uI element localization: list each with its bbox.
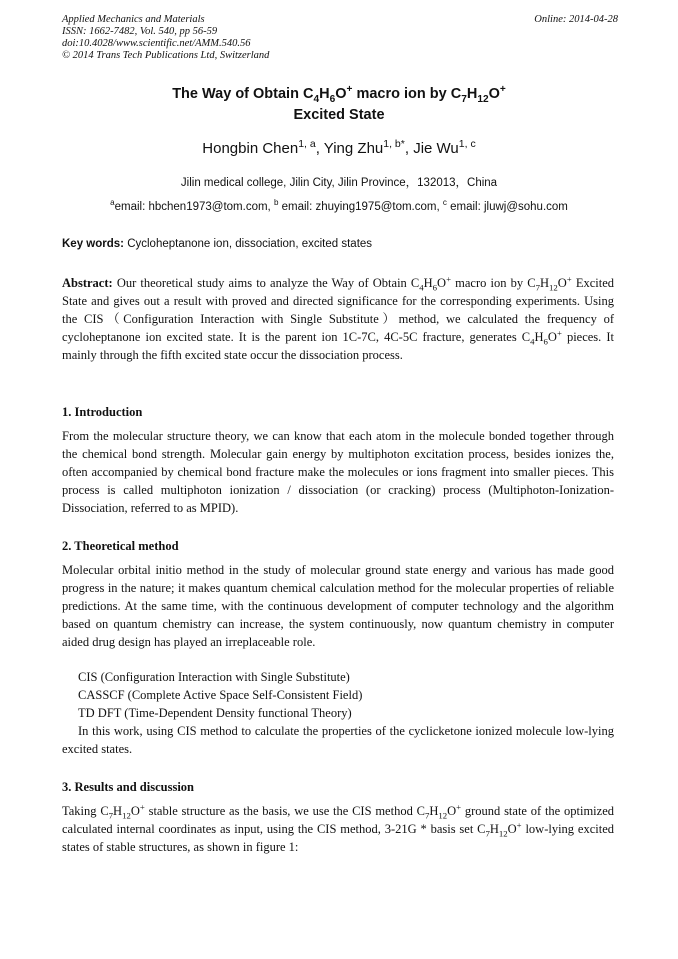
title-line-2: Excited State xyxy=(293,107,385,123)
theoretical-method-paragraph: Molecular orbital initio method in the study of molecular ground state energy and various has made good progress in the nature; it makes quantum chemical calculation method for the molecular properties of reliable predictions. At the same time, with the continuous development of computer technology and the algorithm based on quantum chemistry can increase, the system continuously, now quantum chemistry in computer aided drug design has played an irreplaceable role. xyxy=(62,563,614,649)
keywords-text: Cycloheptanone ion, dissociation, excited states xyxy=(124,238,373,250)
section-heading-results: 3. Results and discussion xyxy=(62,780,194,794)
journal-issn: ISSN: 1662-7482, Vol. 540, pp 56-59 xyxy=(62,26,218,37)
paper-title xyxy=(62,84,616,126)
keywords-label: Key words: xyxy=(62,238,124,250)
journal-copyright: © 2014 Trans Tech Publications Ltd, Switzerland xyxy=(62,50,270,61)
results-paragraph: Taking $C_7H_{12}O^+$ stable structure as the basis, we use the CIS method $C_7H_{12}O^+$ ground state of the optimized calculated internal coordinates as input, using the CIS method, 3-21G * basis set $C_7H_{12}O^+$ low-lying excited states of stable structures, as shown in figure 1: xyxy=(62,801,615,854)
journal-name: Applied Mechanics and Materials xyxy=(62,14,205,25)
method-item-cis: CIS (Configuration Interaction with Single Substitute) xyxy=(78,670,350,684)
keywords xyxy=(62,237,616,252)
author-list: Hongbin Chen$^{1, a}$, Ying Zhu$^{1, b*}$, Jie Wu$^{1, c}$ xyxy=(202,138,476,157)
journal-header xyxy=(62,14,618,62)
section-heading-theoretical-method: 2. Theoretical method xyxy=(62,539,179,553)
introduction-paragraph: From the molecular structure theory, we can know that each atom in the molecule bonded together through the chemical bond strength. Molecular gain energy by multiphoton excitation process, besides ionizes the, often accompanied by chemical bond fracture make the molecules or ions fragment into smaller pieces. This process is called multiphoton ionization / dissociation (or cracking) process (Multiphoton-Ionization-Dissociation, referred to as MPID). xyxy=(62,429,614,515)
method-item-tddft: TD DFT (Time-Dependent Density functional Theory) xyxy=(78,706,352,720)
title-line-1: The Way of Obtain $C_4H_6O^+$ macro ion by $C_7H_{12}O^+$ xyxy=(172,84,506,105)
online-date: Online: 2014-04-28 xyxy=(534,14,618,25)
method-item-casscf: CASSCF (Complete Active Space Self-Consistent Field) xyxy=(78,688,363,702)
journal-doi: doi:10.4028/www.scientific.net/AMM.540.56 xyxy=(62,38,251,49)
abstract-label: Abstract: xyxy=(62,276,113,290)
author-emails: $^a$email: hbchen1973@tom.com, $^b$ email: zhuying1975@tom.com, $^c$ email: jluwj@sohu.com xyxy=(110,198,568,213)
affiliation: Jilin medical college, Jilin City, Jilin Province，132013，China xyxy=(180,177,498,189)
section-heading-introduction: 1. Introduction xyxy=(62,405,143,419)
method-closing-paragraph: In this work, using CIS method to calculate the properties of the cyclicketone ionized molecule low-lying excited states. xyxy=(62,724,614,756)
abstract: Abstract: Our theoretical study aims to analyze the Way of Obtain $C_4H_6O^+$ macro ion by $C_7H_{12}O^+$ Excited State and gives out a result with proved and directed significance for the corresponding experiments. Using the CIS（Configuration Interaction with Single Substitute）method, we calculated the frequency of cycloheptanone ion excited state. It is the parent ion 1C-7C, 4C-5C fracture, generates $C_4H_6O^+$ pieces. It mainly through the fifth excited state occur the dissociation process. xyxy=(62,273,614,362)
